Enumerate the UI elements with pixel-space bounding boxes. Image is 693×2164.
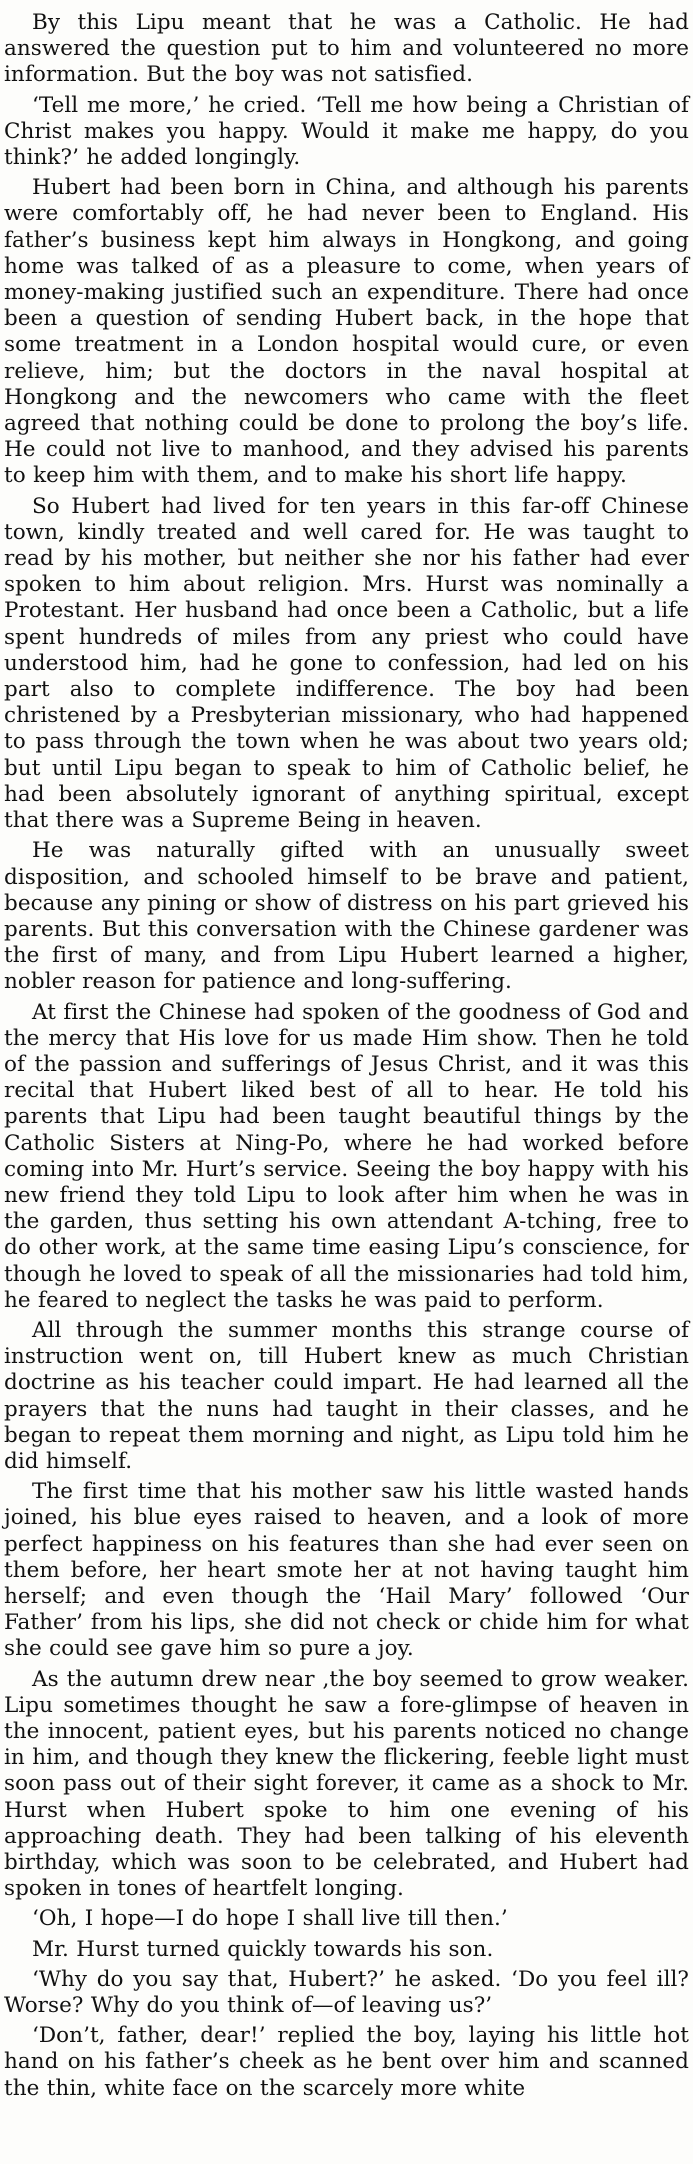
paragraph: So Hubert had lived for ten years in this far-off Chinese town, kindly treated and well cared for. He was taught to read by his mother, but neither she nor his father had ever spoken to him about religion. Mrs. Hurst was nominally a Protestant. Her husband had once been a Catholic, but a life spent hundreds of miles from any priest who could have understood him, had he gone to confession, had led on his part also to complete indifference. The boy had been christened by a Presbyterian missionary, who had happened to pass through the town when he was about two years old; but until Lipu began to speak to him of Catholic belief, he had been absolutely ignorant of anything spiritual, except that there was a Supreme Being in heaven. bbox=[4, 493, 689, 834]
paragraph: He was naturally gifted with an unusually sweet disposition, and schooled himself to be brave and patient, because any pining or show of distress on his part grieved his parents. But this conversation with the Chinese gardener was the first of many, and from Lipu Hubert learned a higher, nobler reason for patience and long-suffering. bbox=[4, 838, 689, 995]
paragraph: As the autumn drew near ,the boy seemed to grow weaker. Lipu sometimes thought he saw a fore-glimpse of heaven in the innocent, patient eyes, but his parents noticed no change in him, and though they knew the flickering, feeble light must soon pass out of their sight forever, it came as a shock to Mr. Hurst when Hubert spoke to him one evening of his approaching death. They had been talking of his eleventh birthday, which was soon to be celebrated, and Hubert had spoken in tones of heartfelt longing. bbox=[4, 1666, 689, 1902]
paragraph: At first the Chinese had spoken of the goodness of God and the mercy that His love for us made Him show. Then he told of the passion and sufferings of Jesus Christ, and it was this recital that Hubert liked best of all to hear. He told his parents that Lipu had been taught beautiful things by the Catholic Sisters at Ning-Po, where he had worked before coming into Mr. Hurt’s service. Seeing the boy happy with his new friend they told Lipu to look after him when he was in the garden, thus setting his own attendant A-tching, free to do other work, at the same time easing Lipu’s conscience, for though he loved to speak of all the missionaries had told him, he feared to neglect the tasks he was paid to perform. bbox=[4, 999, 689, 1313]
paragraph: ‘Why do you say that, Hubert?’ he asked. ‘Do you feel ill? Worse? Why do you think of—of leaving us?’ bbox=[4, 1966, 689, 2019]
paragraph: ‘Tell me more,’ he cried. ‘Tell me how being a Christian of Christ makes you happy. Would it make me happy, do you think?’ he added longingly. bbox=[4, 92, 689, 171]
paragraph: Hubert had been born in China, and although his parents were comfortably off, he had never been to England. His father’s business kept him always in Hongkong, and going home was talked of as a pleasure to come, when years of money-making justified such an expenditure. There had once been a question of sending Hubert back, in the hope that some treatment in a London hospital would cure, or even relieve, him; but the doctors in the naval hospital at Hongkong and the newcomers who came with the fleet agreed that nothing could be done to prolong the boy’s life. He could not live to manhood, and they advised his parents to keep him with them, and to make his short life happy. bbox=[4, 175, 689, 489]
paragraph: The first time that his mother saw his little wasted hands joined, his blue eyes raised to heaven, and a look of more perfect happiness on his features than she had ever seen on them before, her heart smote her at not having taught him herself; and even though the ‘Hail Mary’ followed ‘Our Father’ from his lips, she did not check or chide him for what she could see gave him so pure a joy. bbox=[4, 1479, 689, 1662]
paragraph: By this Lipu meant that he was a Catholic. He had answered the question put to him and volunteered no more information. But the boy was not satisfied. bbox=[4, 10, 689, 88]
paragraph: ‘Oh, I hope—I do hope I shall live till then.’ bbox=[32, 1906, 508, 1932]
paragraph: Mr. Hurst turned quickly towards his son. bbox=[32, 1936, 494, 1962]
paragraph: ‘Don’t, father, dear!’ replied the boy, laying his little hot hand on his father’s cheek as he bent over him and scanned the thin, white face on the scarcely more white bbox=[4, 2023, 689, 2101]
paragraph: All through the summer months this strange course of instruction went on, till Hubert knew as much Christian doctrine as his teacher could impart. He had learned all the prayers that the nuns had taught in their classes, and he began to repeat them morning and night, as Lipu told him he did himself. bbox=[4, 1317, 689, 1474]
